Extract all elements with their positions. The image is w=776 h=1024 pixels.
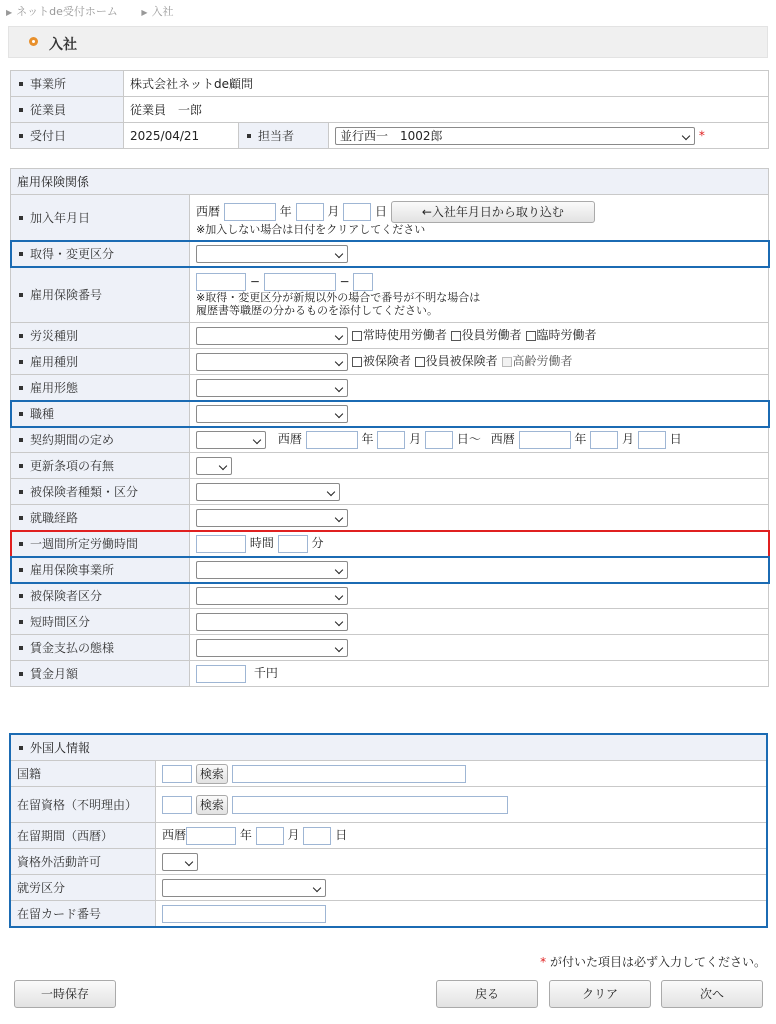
rosai-label: 労災種別 [11,323,190,349]
acq-select[interactable] [196,245,348,263]
breadcrumb-home[interactable]: ▶ ネットde受付ホーム [6,5,118,18]
contract-to-year-input[interactable] [519,431,571,449]
insured-type-label: 被保険者種類・区分 [11,479,190,505]
koyo-office-label: 雇用保険事業所 [11,557,190,583]
nationality-label: 国籍 [11,761,156,787]
weekly-hours-label: 一週間所定労働時間 [11,531,190,557]
insured-type-select[interactable] [196,483,340,501]
office-label: 事業所 [11,71,124,97]
staff-label: 担当者 [239,123,329,149]
number-part2-input[interactable] [264,273,336,291]
weekly-minutes-input[interactable] [278,535,308,553]
koyo-table: 雇用保険関係 加入年月日 西暦 年 月 日 ←入社年月日から取り込む ※加入しない場合は日付をクリアしてください 取得・変更区分 雇用保険番号 − − ※取得・変更区分が新規以外の場合で番号が不明な場合は 履歴書等職歴の分かるものを添付してください。 労災種別 常時使用労働者 役員労働者 臨時労働者 雇用種別 被保険者 役員被保険者 高齢労働者 雇用形態 職種 契約期間の定め 西暦 年 月 日〜 西暦 年 月 日 更新条項の有無 被保険者種類・区分 就職経路 一週間所定労働時間 時間 分 雇用保険事業所 被保険者区分 短時間区分 賃金支払の態様 賃金月額 千円 [10,168,769,687]
staff-select[interactable]: 並行西一 1002郎 [335,127,695,145]
breadcrumb [6,3,194,19]
renew-select[interactable] [196,457,232,475]
form-select[interactable] [196,379,348,397]
koyo-section-title: 雇用保険関係 [11,169,769,195]
bullet-icon [29,37,38,46]
back-button[interactable]: 戻る [436,980,538,1008]
permit-select[interactable] [162,853,198,871]
office-value: 株式会社ネットde顧問 [124,71,769,97]
number-note-1: ※取得・変更区分が新規以外の場合で番号が不明な場合は [196,290,481,304]
nationality-search-button[interactable]: 検索 [196,764,228,784]
number-part1-input[interactable] [196,273,246,291]
number-part3-input[interactable] [353,273,373,291]
date-value: 2025/04/21 [124,123,239,149]
employee-value: 従業員 一郎 [124,97,769,123]
contract-select[interactable] [196,431,266,449]
route-select[interactable] [196,509,348,527]
status-label: 在留資格（不明理由） [11,787,156,823]
next-button[interactable]: 次へ [661,980,763,1008]
card-number-input[interactable] [162,905,326,923]
nationality-code-input[interactable] [162,765,192,783]
status-search-button[interactable]: 検索 [196,795,228,815]
contract-to-day-input[interactable] [638,431,666,449]
acq-label: 取得・変更区分 [11,241,190,267]
job-label: 職種 [11,401,190,427]
short-time-label: 短時間区分 [11,609,190,635]
basic-info-table [10,70,769,149]
required-mark: * [698,128,705,142]
pay-method-select[interactable] [196,639,348,657]
koyo-type-check-2[interactable] [415,357,425,367]
clear-button[interactable]: クリア [549,980,651,1008]
insured-cat-label: 被保険者区分 [11,583,190,609]
route-label: 就職経路 [11,505,190,531]
koyo-type-label: 雇用種別 [11,349,190,375]
date-label: 受付日 [11,123,124,149]
work-category-label: 就労区分 [11,875,156,901]
weekly-hours-input[interactable] [196,535,246,553]
renew-label: 更新条項の有無 [11,453,190,479]
koyo-office-select[interactable] [196,561,348,579]
short-time-select[interactable] [196,613,348,631]
period-day-input[interactable] [303,827,331,845]
rosai-select[interactable] [196,327,348,345]
pay-method-label: 賃金支払の態様 [11,635,190,661]
contract-label: 契約期間の定め [11,427,190,453]
import-join-date-button[interactable]: ←入社年月日から取り込む [391,201,595,223]
period-year-input[interactable] [186,827,236,845]
status-name-input[interactable] [232,796,508,814]
foreign-table: 外国人情報 国籍 検索 在留資格（不明理由） 検索 在留期間（西暦） 西暦 年 月 日 資格外活動許可 就労区分 在留カード番号 [10,734,767,927]
period-month-input[interactable] [256,827,284,845]
form-label: 雇用形態 [11,375,190,401]
nationality-name-input[interactable] [232,765,466,783]
breadcrumb-current: ▶ 入社 [141,5,174,18]
job-select[interactable] [196,405,348,423]
number-note-2: 履歴書等職歴の分かるものを添付してください。 [196,303,438,317]
contract-to-month-input[interactable] [590,431,618,449]
required-note: * が付いた項目は必ず入力してください。 [540,955,766,969]
rosai-check-1[interactable] [352,331,362,341]
join-date-note: ※加入しない場合は日付をクリアしてください [196,223,426,236]
number-label: 雇用保険番号 [11,267,190,323]
page-title: 入社 [49,37,77,53]
insured-cat-select[interactable] [196,587,348,605]
rosai-check-2[interactable] [451,331,461,341]
koyo-type-select[interactable] [196,353,348,371]
work-category-select[interactable] [162,879,326,897]
contract-from-year-input[interactable] [306,431,358,449]
foreign-section-title: 外国人情報 [11,735,767,761]
join-date-label: 加入年月日 [11,195,190,241]
wage-input[interactable] [196,665,246,683]
join-month-input[interactable] [296,203,324,221]
status-code-input[interactable] [162,796,192,814]
rosai-check-3[interactable] [526,331,536,341]
permit-label: 資格外活動許可 [11,849,156,875]
employee-label: 従業員 [11,97,124,123]
contract-from-day-input[interactable] [425,431,453,449]
join-year-input[interactable] [224,203,276,221]
join-day-input[interactable] [343,203,371,221]
koyo-type-check-1[interactable] [352,357,362,367]
wage-label: 賃金月額 [11,661,190,687]
period-label: 在留期間（西暦） [11,823,156,849]
card-number-label: 在留カード番号 [11,901,156,927]
page-title-bar [8,26,768,58]
contract-from-month-input[interactable] [377,431,405,449]
temp-save-button[interactable]: 一時保存 [14,980,116,1008]
koyo-type-check-3 [502,357,512,367]
